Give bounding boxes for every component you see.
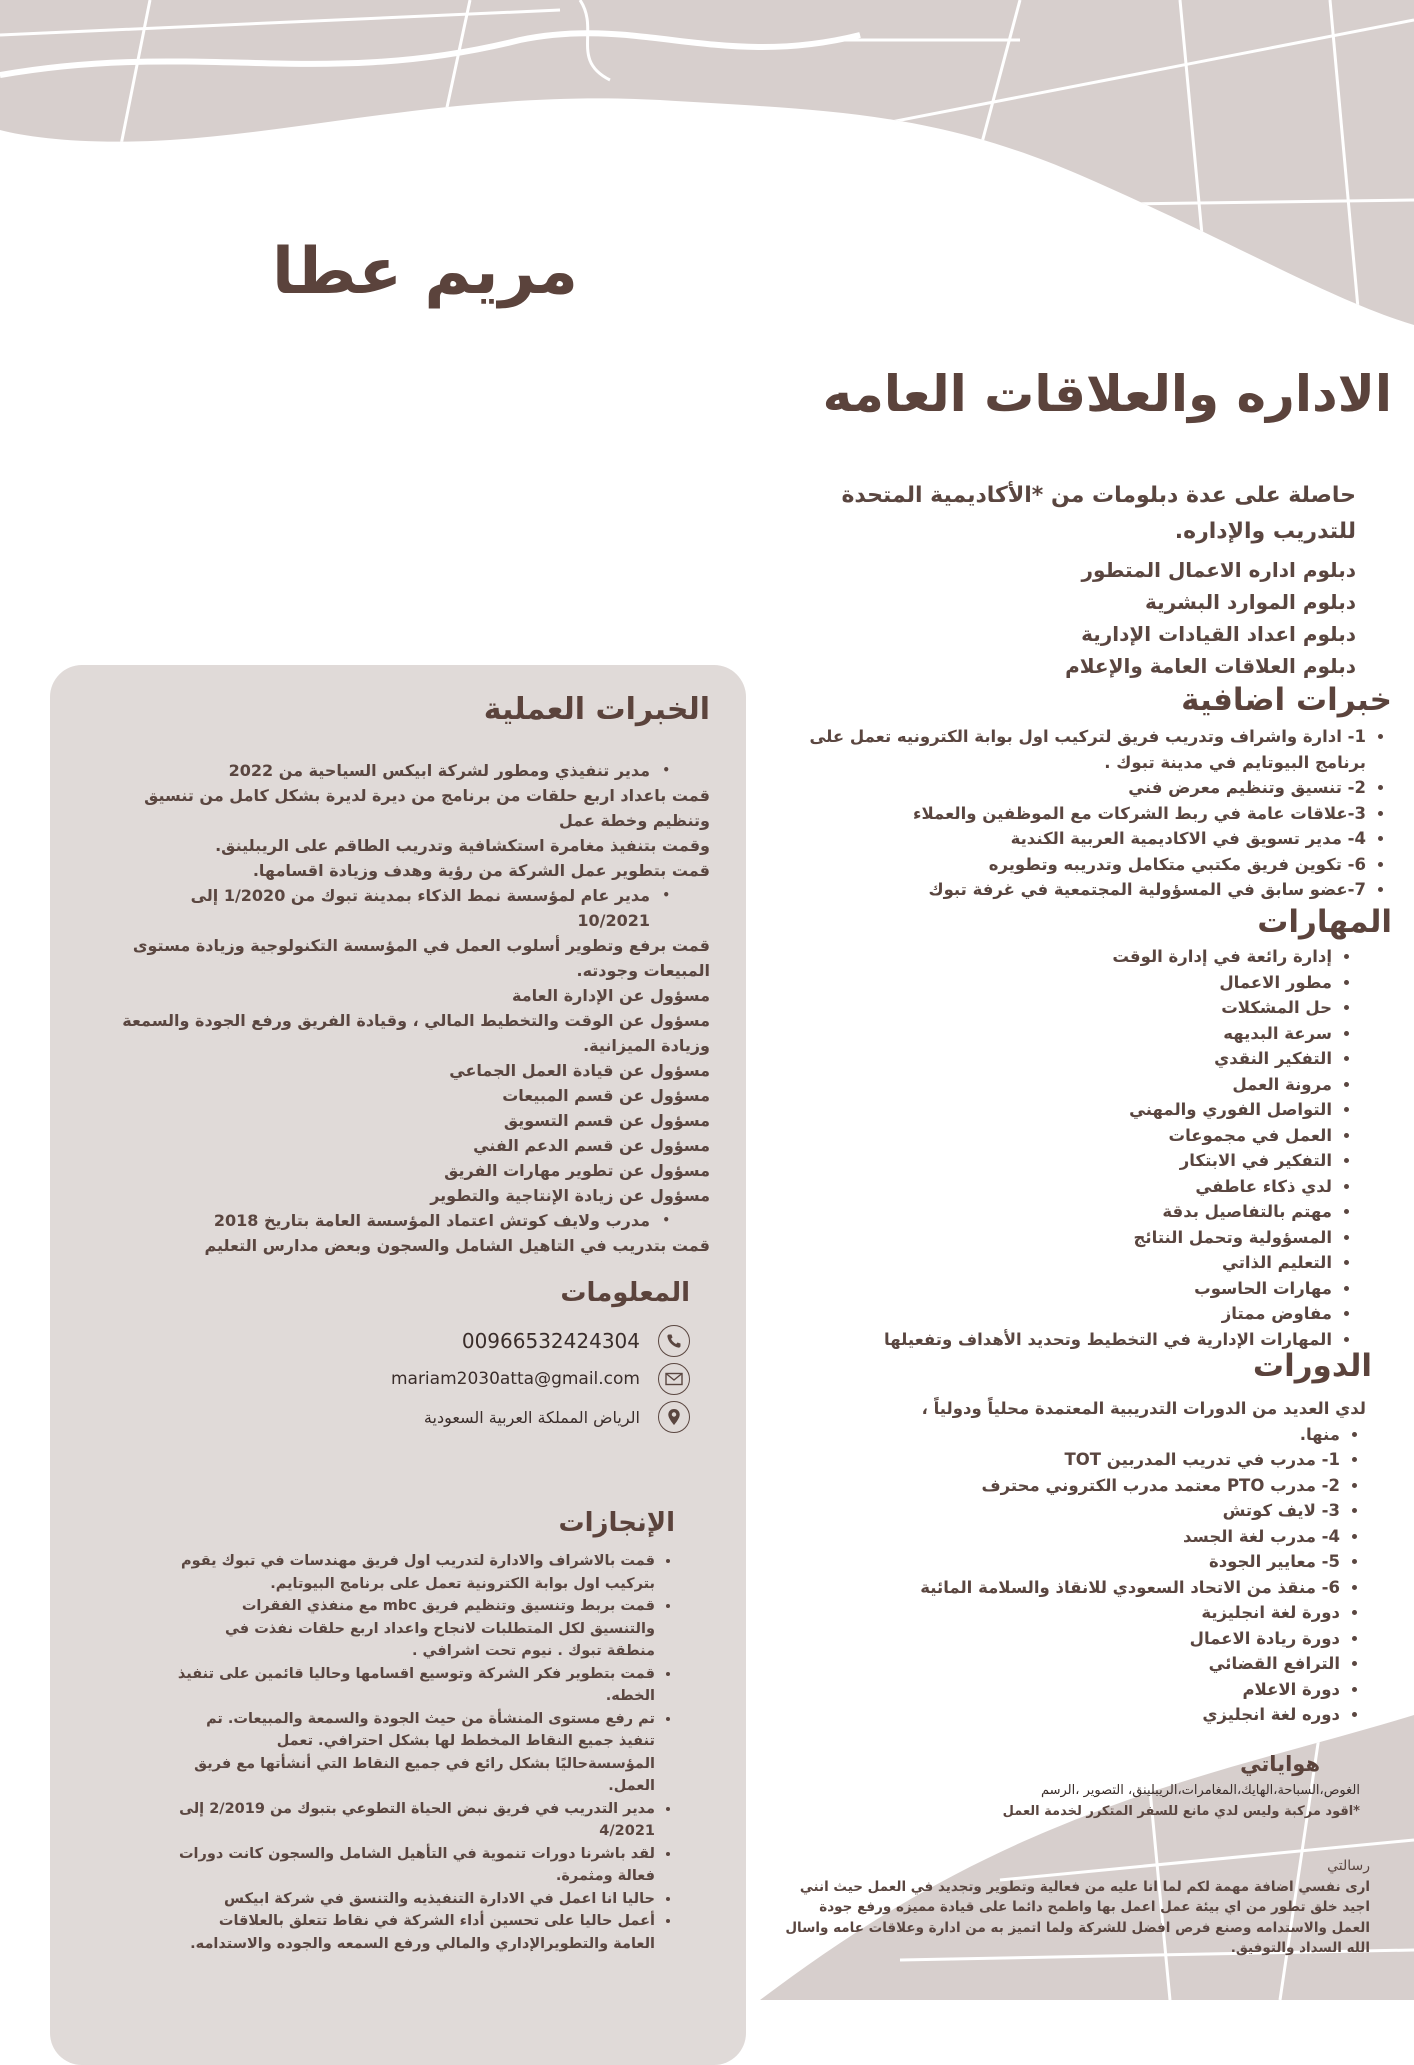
list-item: • مهتم بالتفاصيل بدقة	[780, 1199, 1332, 1225]
list-item: • لدي ذكاء عاطفي	[780, 1174, 1332, 1200]
contact-phone	[120, 1322, 690, 1360]
experience-lines	[120, 758, 710, 1258]
list-item: • دوره لغة انجليزي	[780, 1702, 1340, 1728]
list-item: • قمت بالاشراف والادارة لتدريب اول فريق مهندسات في تبوك يقوم بتركيب اول بوابة الكترونية تعمل على برنامج البيوتايم.	[175, 1550, 655, 1595]
experience-role-line	[120, 883, 710, 933]
list-item: • 4- مدرب لغة الجسد	[780, 1524, 1340, 1550]
location-text: الرياض المملكة العربية السعودية	[423, 1407, 640, 1427]
list-item: • المهارات الإدارية في التخطيط وتحديد الأهداف وتفعيلها	[780, 1327, 1332, 1353]
list-item: • تم رفع مستوى المنشأة من حيث الجودة والسمعة والمبيعات. تم تنفيذ جميع النقاط المخطط لها بشكل احترافي. تعمل المؤسسةحاليًا بشكل رائع في جميع النقاط التي أنشأتها مع فريق العمل.	[175, 1708, 655, 1798]
location-pin-icon	[658, 1401, 690, 1433]
list-item: • دورة ريادة الاعمال	[780, 1626, 1340, 1652]
experience-detail-line: مسؤول عن تطوير مهارات الفريق	[444, 1161, 710, 1180]
work-experience-heading-wrap	[120, 692, 710, 727]
list-item: دبلوم اعداد القيادات الإدارية	[1081, 622, 1356, 646]
list-item: دبلوم الموارد البشرية	[1145, 590, 1356, 614]
bullet-icon: •	[662, 1213, 670, 1227]
extra-experience-list	[780, 724, 1392, 903]
section-heading: هواياتي	[1240, 1752, 1320, 1776]
experience-detail-line: قمت بتطوير عمل الشركة من رؤية وهدف وزيادة اقسامها.	[252, 861, 710, 880]
contact-location	[120, 1398, 690, 1436]
hobbies-note: *اقود مركبة وليس لدي مانع للسفر المتكرر لخدمة العمل	[1002, 1804, 1360, 1819]
job-title: الاداره والعلاقات العامه	[822, 365, 1392, 423]
list-item: • العمل في مجموعات	[780, 1123, 1332, 1149]
list-item: • إدارة رائعة في إدارة الوقت	[780, 944, 1332, 970]
list-item: • مرونة العمل	[780, 1072, 1332, 1098]
list-item: • دورة الاعلام	[780, 1677, 1340, 1703]
line-text: مدرب ولايف كوتش اعتماد المؤسسة العامة بتاريخ 2018	[213, 1211, 650, 1230]
skills-section	[780, 904, 1392, 1352]
phone-icon	[658, 1325, 690, 1357]
list-item: • دورة لغة انجليزية	[780, 1600, 1340, 1626]
experience-detail-line: قمت بتدريب في التاهيل الشامل والسجون وبعض مدارس التعليم	[204, 1236, 710, 1255]
achievements-section	[175, 1508, 675, 1955]
courses-list	[780, 1422, 1392, 1728]
section-heading: المهارات	[1257, 904, 1392, 940]
email-address: mariam2030atta@gmail.com	[390, 1369, 640, 1389]
list-item: • حاليا انا اعمل في الادارة التنفيذيه والتنسق في شركة ابيكس	[175, 1888, 655, 1911]
experience-detail-line: مسؤول عن قسم التسويق	[503, 1111, 710, 1130]
list-item: • 3- لايف كوتش	[780, 1498, 1340, 1524]
info-section	[120, 1278, 690, 1436]
courses-intro: لدي العديد من الدورات التدريبية المعتمدة محلياً ودولياً ،	[921, 1399, 1366, 1418]
list-item: • مطور الاعمال	[780, 970, 1332, 996]
list-item: • الترافع القضائي	[780, 1651, 1340, 1677]
bullet-icon: •	[662, 888, 670, 902]
achievements-list	[175, 1550, 675, 1955]
list-item: • التعليم الذاتي	[780, 1250, 1332, 1276]
list-item: دبلوم اداره الاعمال المتطور	[1081, 558, 1356, 582]
bullet-icon: •	[662, 763, 670, 777]
section-heading: الخبرات العملية	[483, 692, 710, 727]
section-heading: المعلومات	[560, 1278, 690, 1308]
list-item: • 2- مدرب PTO معتمد مدرب الكتروني محترف	[780, 1473, 1340, 1499]
list-item: • 3-علاقات عامة في ربط الشركات مع الموظفين والعملاء	[780, 801, 1366, 827]
experience-detail-line: قمت باعداد اربع حلقات من برنامج من ديرة لديرة بشكل كامل من تنسيق وتنظيم وخطة عمل	[144, 786, 710, 830]
diploma-list	[860, 554, 1356, 682]
experience-detail-line: مسؤول عن زيادة الإنتاجية والتطوير	[430, 1186, 710, 1205]
section-heading: رسالتي	[1327, 1858, 1370, 1874]
list-item: • قمت بربط وتنسيق وتنظيم فريق mbc مع منفذي الفقرات والتنسيق لكل المتطلبات لانجاح واعداد اربع حلقات نفذت في منطقة تبوك . نيوم تحت اشرافي .	[175, 1595, 655, 1663]
list-item: • حل المشكلات	[780, 995, 1332, 1021]
message-section	[780, 1856, 1370, 1959]
list-item: • 7-عضو سابق في المسؤولية المجتمعية في غرفة تبوك	[780, 877, 1366, 903]
hobbies-section	[940, 1752, 1360, 1822]
section-heading: الإنجازات	[558, 1508, 675, 1538]
experience-detail-line: مسؤول عن الإدارة العامة	[512, 986, 710, 1005]
courses-section	[780, 1348, 1392, 1728]
email-icon	[658, 1363, 690, 1395]
experience-detail-line: وقمت بتنفيذ مغامرة استكشافية وتدريب الطاقم على الريبلينق.	[215, 836, 710, 855]
list-item: • مدير التدريب في فريق نبض الحياة التطوعي بتبوك من 2/2019 إلى 4/2021	[175, 1798, 655, 1843]
list-item: • لقد باشرنا دورات تنموية في التأهيل الشامل والسجون كانت دورات فعالة ومثمرة.	[175, 1843, 655, 1888]
experience-role-line	[120, 1208, 710, 1233]
phone-number: 00966532424304	[461, 1329, 640, 1353]
list-item: • التواصل الفوري والمهني	[780, 1097, 1332, 1123]
list-item: • التفكير في الابتكار	[780, 1148, 1332, 1174]
list-item: • التفكير النقدي	[780, 1046, 1332, 1072]
contact-email	[120, 1360, 690, 1398]
experience-detail-line: مسؤول عن قسم الدعم الفني	[473, 1136, 710, 1155]
experience-detail-line: مسؤول عن قيادة العمل الجماعي	[449, 1061, 710, 1080]
list-item: • 6- تكوين فريق مكتبي متكامل وتدريبه وتطويره	[780, 852, 1366, 878]
list-item: • قمت بتطوير فكر الشركة وتوسيع اقسامها وحاليا قائمين على تنفيذ الخطه.	[175, 1663, 655, 1708]
line-text: مدير عام لمؤسسة نمط الذكاء بمدينة تبوك من 1/2020 إلى 10/2021	[190, 886, 650, 930]
skills-list	[780, 944, 1392, 1352]
section-heading: الدورات	[1252, 1348, 1372, 1384]
list-item: دبلوم العلاقات العامة والإعلام	[1065, 654, 1356, 678]
experience-detail-line: مسؤول عن الوقت والتخطيط المالي ، وقيادة الفريق ورفع الجودة والسمعة وزيادة الميزانية.	[122, 1011, 710, 1055]
list-item: • 2- تنسيق وتنظيم معرض فني	[780, 775, 1366, 801]
experience-detail-line: قمت برفع وتطوير أسلوب العمل في المؤسسة التكنولوجية وزيادة مستوى المبيعات وجودته.	[132, 936, 710, 980]
line-text: مدير تنفيذي ومطور لشركة ابيكس السياحية من 2022	[228, 761, 650, 780]
extra-experience-section	[780, 682, 1392, 903]
section-heading: خبرات اضافية	[1181, 682, 1392, 718]
person-name: مريم عطا	[271, 235, 579, 309]
list-item: • 4- مدير تسويق في الاكاديمية العربية الكندية	[780, 826, 1366, 852]
intro-text: حاصلة على عدة دبلومات من *الأكاديمية المتحدة للتدريب والإداره.	[841, 483, 1356, 544]
experience-detail-line: مسؤول عن قسم المبيعات	[502, 1086, 710, 1105]
list-item: • مفاوض ممتاز	[780, 1301, 1332, 1327]
list-item: • 1- ادارة واشراف وتدريب فريق لتركيب اول بوابة الكترونيه تعمل على برنامج البيوتايم في مدينة تبوك .	[780, 724, 1366, 775]
hobbies-text: الغوص،السباحة،الهايك،المغامرات،الريبلينق، التصوير ،الرسم	[1040, 1783, 1360, 1798]
list-item: • منها.	[780, 1422, 1340, 1448]
list-item: • أعمل حاليا على تحسين أداء الشركة في نقاط تتعلق بالعلاقات العامة والتطويرالإداري والمالي ورفع السمعه والجوده والاستدامه.	[175, 1910, 655, 1955]
list-item: • مهارات الحاسوب	[780, 1276, 1332, 1302]
list-item: • المسؤولية وتحمل النتائج	[780, 1225, 1332, 1251]
list-item: • 6- منقذ من الاتحاد السعودي للانقاذ والسلامة المائية	[780, 1575, 1340, 1601]
experience-role-line	[120, 758, 710, 783]
list-item: • 1- مدرب في تدريب المدربين TOT	[780, 1447, 1340, 1473]
list-item: • 5- معايير الجودة	[780, 1549, 1340, 1575]
list-item: • سرعة البديهه	[780, 1021, 1332, 1047]
message-text: ارى نفسي اضافة مهمة لكم لما انا عليه من فعالية وتطوير وتجديد في العمل حيث انني اجيد خلق تطور من اي بيئة عمل اعمل بها واطمح دائما على قيادة مميزه ورفع جودة العمل والاستدامه وصنع فرص افضل للشركة ولما اتميز به من ادارة وعلاقات عامه واسال الله السداد والتوفيق.	[785, 1878, 1370, 1956]
work-experience-list	[120, 758, 710, 1258]
